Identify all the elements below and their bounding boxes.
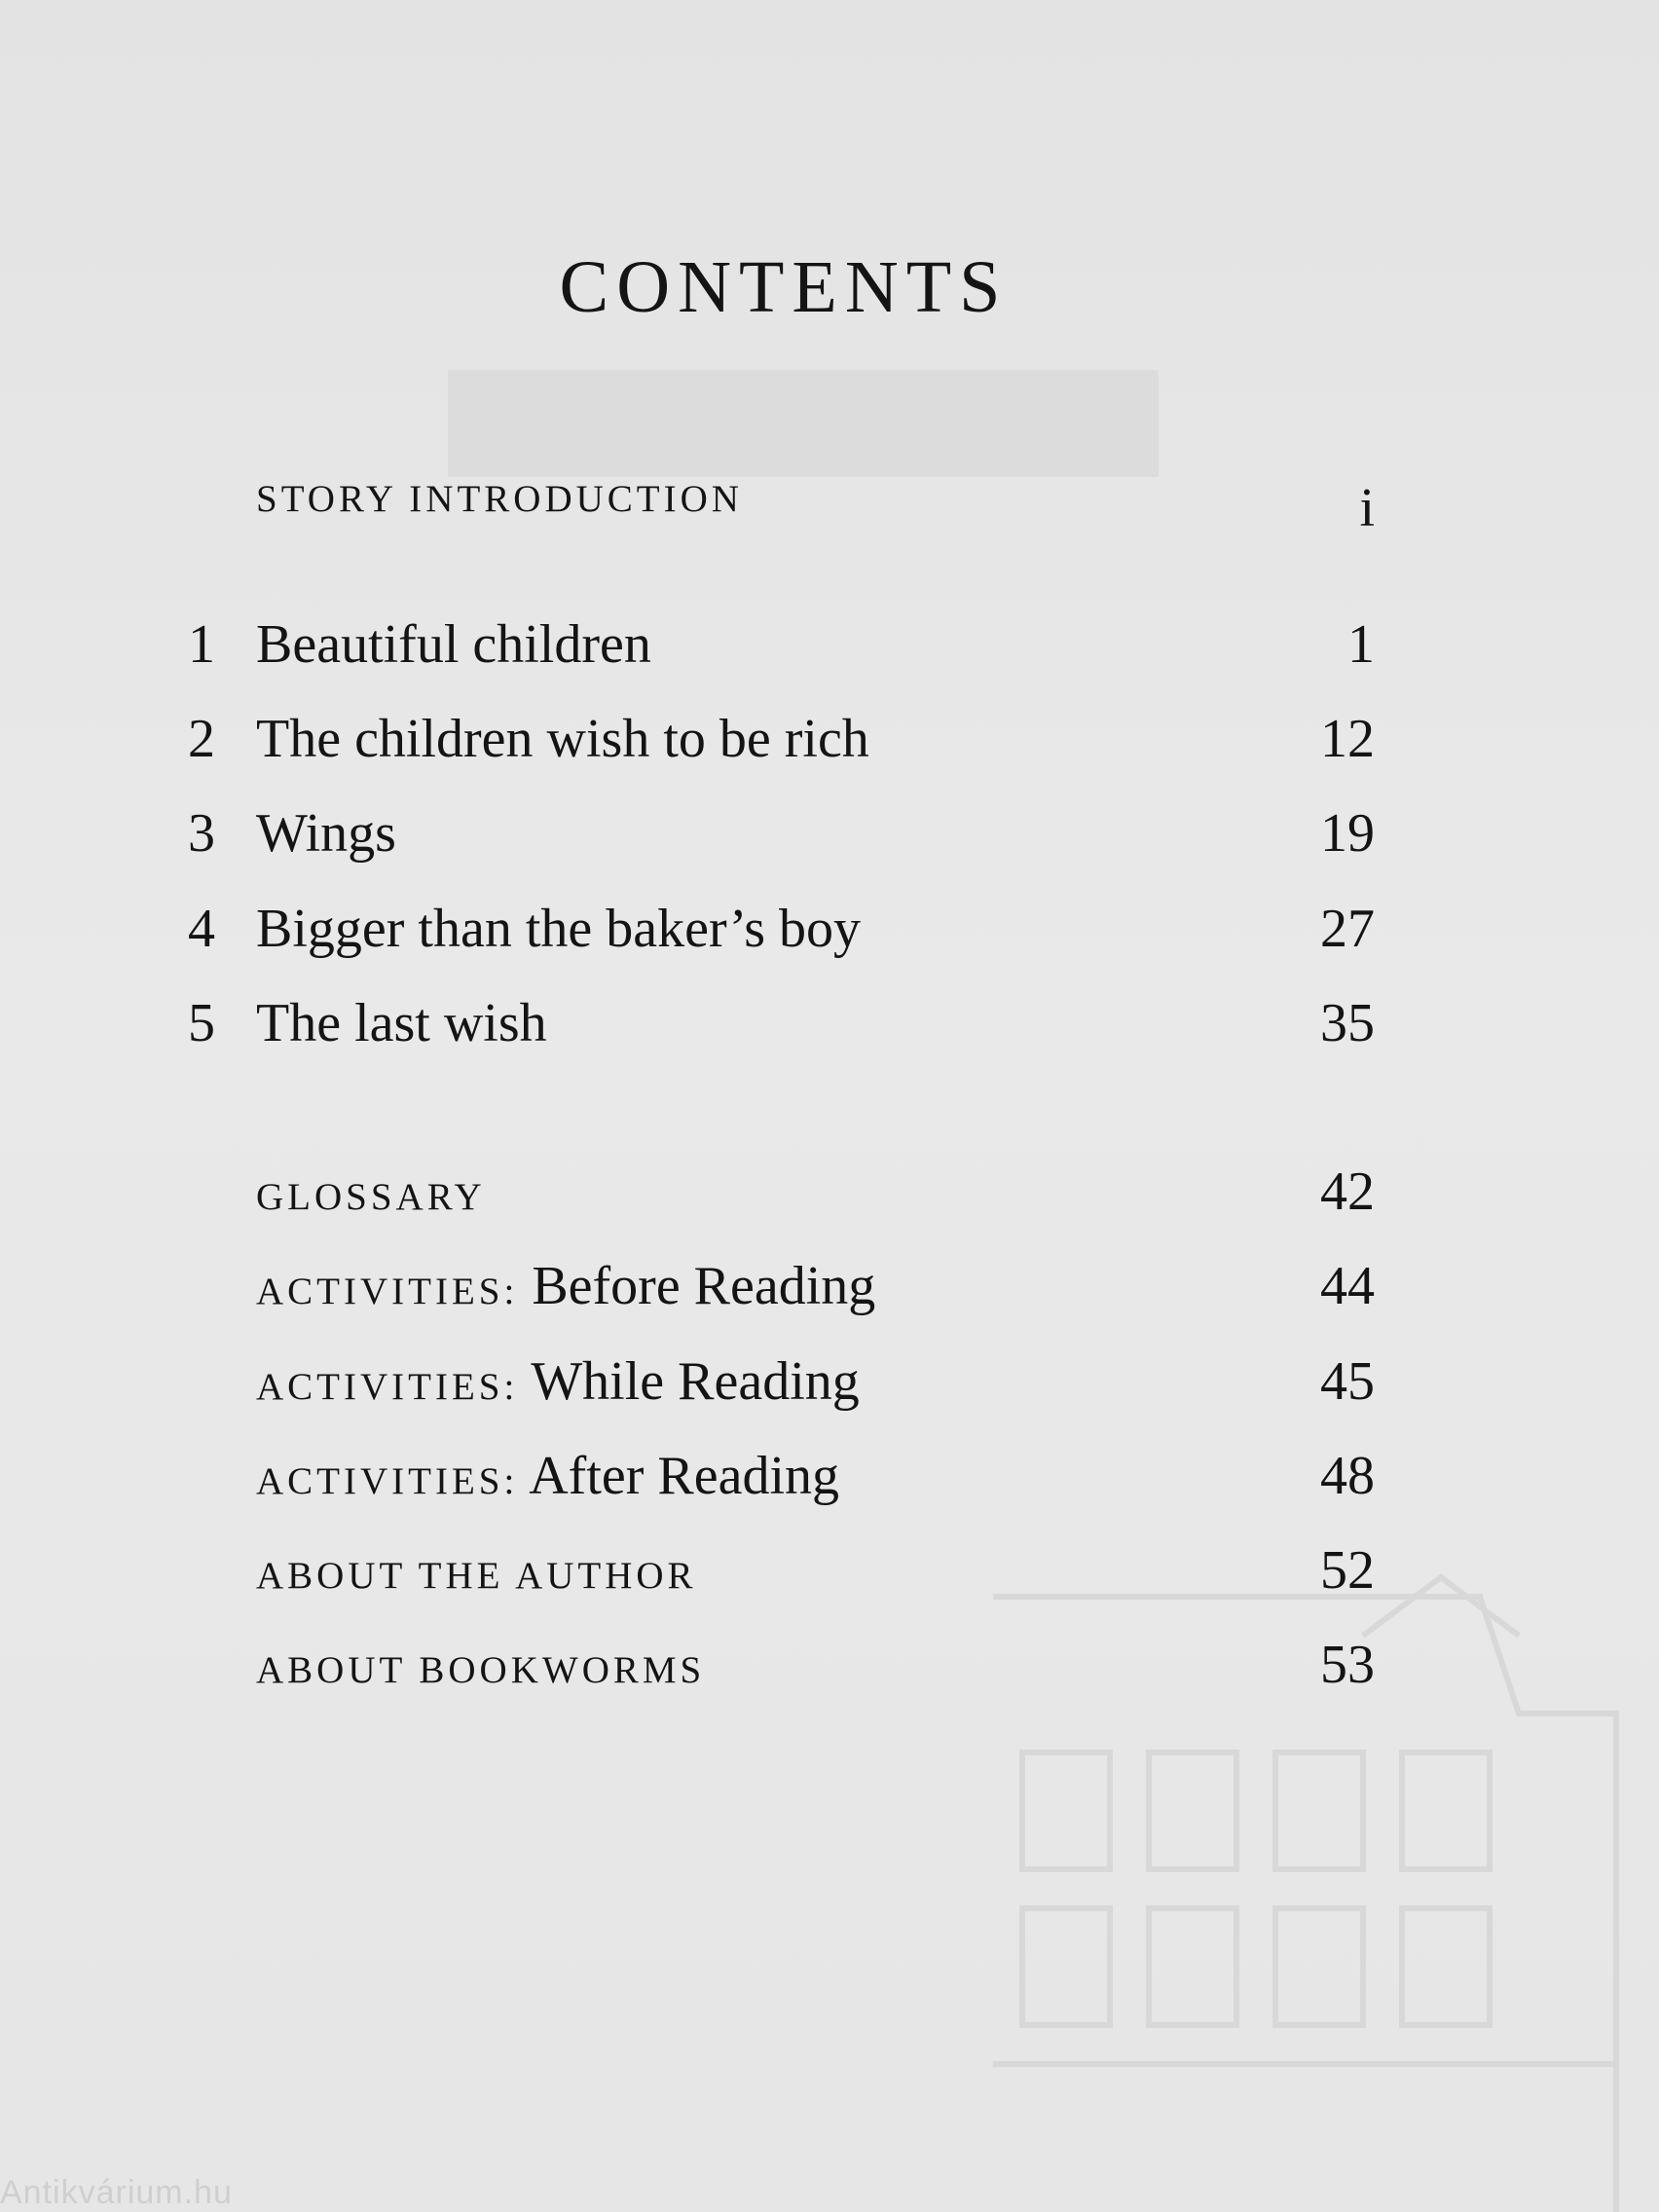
- chapter-number: 1: [188, 614, 215, 675]
- back-matter-page-number: 48: [1320, 1446, 1375, 1506]
- toc-entry-chapter: [0, 992, 1659, 1070]
- back-matter-prefix: GLOSSARY: [256, 1176, 486, 1218]
- chapter-number: 5: [188, 993, 215, 1053]
- chapter-title: The children wish to be rich: [256, 709, 869, 769]
- back-matter-page-number: 44: [1320, 1256, 1375, 1316]
- chapter-page-number: 1: [1347, 614, 1375, 675]
- back-matter-page-number: 52: [1320, 1540, 1375, 1601]
- watermark: Antikvárium.hu: [0, 2174, 233, 2211]
- toc-entry-back-matter: [0, 1161, 1659, 1238]
- intro-label: STORY INTRODUCTION: [256, 478, 743, 520]
- chapter-page-number: 12: [1320, 709, 1375, 769]
- back-matter-page-number: 45: [1320, 1351, 1375, 1412]
- back-matter-page-number: 53: [1320, 1635, 1375, 1695]
- back-matter-prefix: ACTIVITIES:: [256, 1366, 519, 1408]
- toc-entry-back-matter: [0, 1445, 1659, 1523]
- back-matter-title: Before Reading: [532, 1256, 876, 1316]
- back-matter-prefix: ABOUT BOOKWORMS: [256, 1649, 706, 1691]
- chapter-number: 3: [188, 803, 215, 864]
- chapter-title: Bigger than the baker’s boy: [256, 899, 862, 959]
- toc-entry-back-matter: [0, 1634, 1659, 1712]
- chapter-page-number: 35: [1320, 993, 1375, 1053]
- back-matter-prefix: ABOUT THE AUTHOR: [256, 1555, 697, 1597]
- back-matter-title: After Reading: [529, 1446, 840, 1506]
- chapter-number: 2: [188, 709, 215, 769]
- toc-entry-back-matter: [0, 1255, 1659, 1333]
- back-matter-prefix: ACTIVITIES:: [256, 1460, 519, 1502]
- chapter-page-number: 27: [1320, 899, 1375, 959]
- chapter-title: Wings: [256, 803, 396, 864]
- back-matter-page-number: 42: [1320, 1161, 1375, 1222]
- toc-entry-back-matter: [0, 1539, 1659, 1617]
- toc-entry-chapter: [0, 802, 1659, 880]
- chapter-title: Beautiful children: [256, 614, 651, 675]
- toc-entry-chapter: [0, 708, 1659, 786]
- page-title: CONTENTS: [559, 246, 1009, 328]
- chapter-page-number: 19: [1320, 803, 1375, 864]
- toc-entry-back-matter: [0, 1350, 1659, 1428]
- back-matter-title: While Reading: [531, 1351, 860, 1412]
- chapter-number: 4: [188, 899, 215, 959]
- toc-entry-intro: [0, 477, 1659, 555]
- back-matter-prefix: ACTIVITIES:: [256, 1271, 519, 1312]
- toc-entry-chapter: [0, 898, 1659, 976]
- toc-entry-chapter: [0, 613, 1659, 691]
- intro-page-number: i: [1359, 478, 1375, 538]
- chapter-title: The last wish: [256, 993, 547, 1053]
